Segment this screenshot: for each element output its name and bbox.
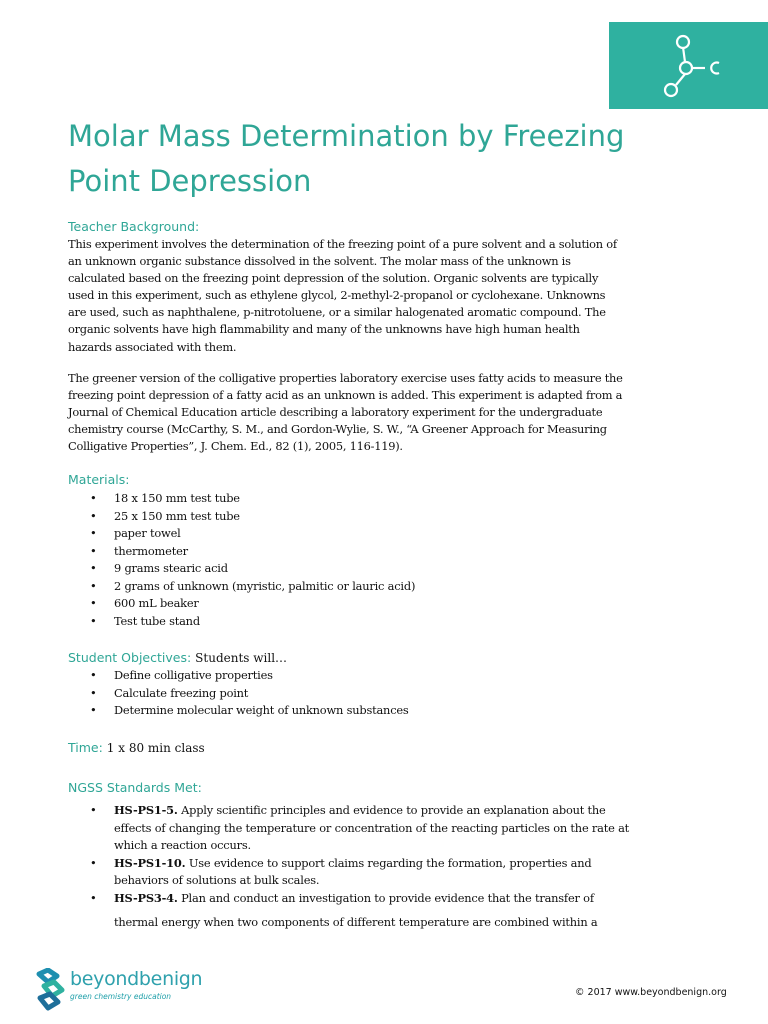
bullet-icon: • bbox=[90, 685, 97, 700]
bullet-icon: • bbox=[90, 668, 97, 682]
bullet-icon: • bbox=[90, 578, 97, 593]
corner-accent-box bbox=[609, 22, 768, 109]
text-line: an unknown organic substance dissolved in the solvent. The molar mass of the unknown is bbox=[68, 254, 571, 269]
ngss-heading: NGSS Standards Met: bbox=[68, 780, 202, 795]
list-item: • 9 grams stearic acid bbox=[114, 560, 415, 578]
objectives-list bbox=[90, 667, 409, 720]
bullet-icon: • bbox=[90, 543, 97, 558]
time-heading-label: Time: bbox=[68, 740, 103, 755]
text-line: are used, such as naphthalene, p-nitrotoluene, or a similar halogenated aromatic compound. The bbox=[68, 305, 606, 320]
list-item: • Calculate freezing point bbox=[114, 685, 409, 703]
ngss-list bbox=[90, 802, 630, 932]
bullet-icon: • bbox=[90, 803, 97, 817]
list-item: • 2 grams of unknown (myristic, palmitic or lauric acid) bbox=[114, 578, 415, 596]
list-item: • 600 mL beaker bbox=[114, 595, 415, 613]
text-line: Journal of Chemical Education article describing a laboratory experiment for the undergraduate bbox=[68, 405, 603, 420]
materials-list bbox=[90, 490, 416, 630]
background-paragraph-2 bbox=[68, 370, 623, 455]
footer-copyright: © 2017 www.beyondbenign.org bbox=[575, 987, 727, 998]
title-line-1: Molar Mass Determination by Freezing bbox=[68, 119, 625, 153]
beyondbenign-logo-mark bbox=[34, 968, 68, 1012]
text-line: This experiment involves the determination of the freezing point of a pure solvent and a solution of bbox=[68, 237, 617, 251]
standard-code: HS-PS3-4. bbox=[114, 890, 178, 905]
text-line: chemistry course (McCarthy, S. M., and Gordon-Wylie, S. W., “A Greener Approach for Measuring bbox=[68, 422, 607, 437]
list-item: • Determine molecular weight of unknown substances bbox=[114, 702, 409, 720]
list-item: • paper towel bbox=[114, 525, 415, 543]
list-item: • HS-PS1-5. Apply scientific principles and evidence to provide an explanation about the effects of changing the temperature or concentration of the reacting particles on the rate at which a reaction occurs. bbox=[90, 803, 630, 852]
page-title bbox=[68, 114, 688, 204]
bullet-icon: • bbox=[90, 526, 97, 540]
list-item: • Test tube stand bbox=[114, 613, 415, 631]
beyondbenign-logo bbox=[34, 968, 204, 1012]
list-item: • 18 x 150 mm test tube bbox=[114, 490, 415, 508]
text-line: Colligative Properties”, J. Chem. Ed., 82 (1), 2005, 116-119). bbox=[68, 439, 403, 454]
standard-code: HS-PS1-10. bbox=[114, 855, 186, 870]
standard-code: HS-PS1-5. bbox=[114, 803, 178, 817]
logo-tagline: green chemistry education bbox=[70, 992, 172, 1001]
bullet-icon: • bbox=[90, 561, 97, 575]
objectives-heading-label: Student Objectives: bbox=[68, 650, 192, 665]
bullet-icon: • bbox=[90, 703, 97, 717]
bullet-icon: • bbox=[90, 508, 97, 523]
list-item: • HS-PS3-4. Plan and conduct an investigation to provide evidence that the transfer of thermal energy when two components of different temperature are combined within a bbox=[90, 890, 598, 929]
bullet-icon: • bbox=[90, 613, 97, 628]
teacher-background-heading: Teacher Background: bbox=[68, 219, 200, 234]
background-paragraph-1 bbox=[68, 236, 617, 356]
logo-wordmark: beyondbenign bbox=[70, 968, 203, 990]
list-item: • Define colligative properties bbox=[114, 667, 409, 685]
text-line: calculated based on the freezing point depression of the solution. Organic solvents are typically bbox=[68, 271, 599, 286]
molecule-icon bbox=[609, 22, 768, 109]
time-heading bbox=[68, 739, 205, 757]
list-item: • 25 x 150 mm test tube bbox=[114, 508, 415, 526]
text-line: used in this experiment, such as ethylene glycol, 2-methyl-2-propanol or cyclohexane. Unknowns bbox=[68, 288, 606, 303]
text-line: organic solvents have high flammability and many of the unknowns have high human health bbox=[68, 322, 580, 337]
student-objectives-heading bbox=[68, 649, 287, 667]
text-line: The greener version of the colligative properties laboratory exercise uses fatty acids to measure the bbox=[68, 371, 623, 385]
bullet-icon: • bbox=[90, 855, 97, 870]
list-item: • HS-PS1-10. Use evidence to support claims regarding the formation, properties and behaviors of solutions at bulk scales. bbox=[90, 855, 592, 887]
list-item: • thermometer bbox=[114, 543, 415, 561]
text-line: freezing point depression of a fatty acid as an unknown is added. This experiment is adapted from a bbox=[68, 388, 623, 403]
bullet-icon: • bbox=[90, 596, 97, 610]
title-line-2: Point Depression bbox=[68, 164, 312, 198]
objectives-intro: Students will… bbox=[195, 651, 288, 665]
materials-heading: Materials: bbox=[68, 472, 130, 487]
text-line: hazards associated with them. bbox=[68, 339, 237, 354]
time-value: 1 x 80 min class bbox=[106, 741, 205, 755]
bullet-icon: • bbox=[90, 491, 97, 505]
bullet-icon: • bbox=[90, 890, 97, 905]
